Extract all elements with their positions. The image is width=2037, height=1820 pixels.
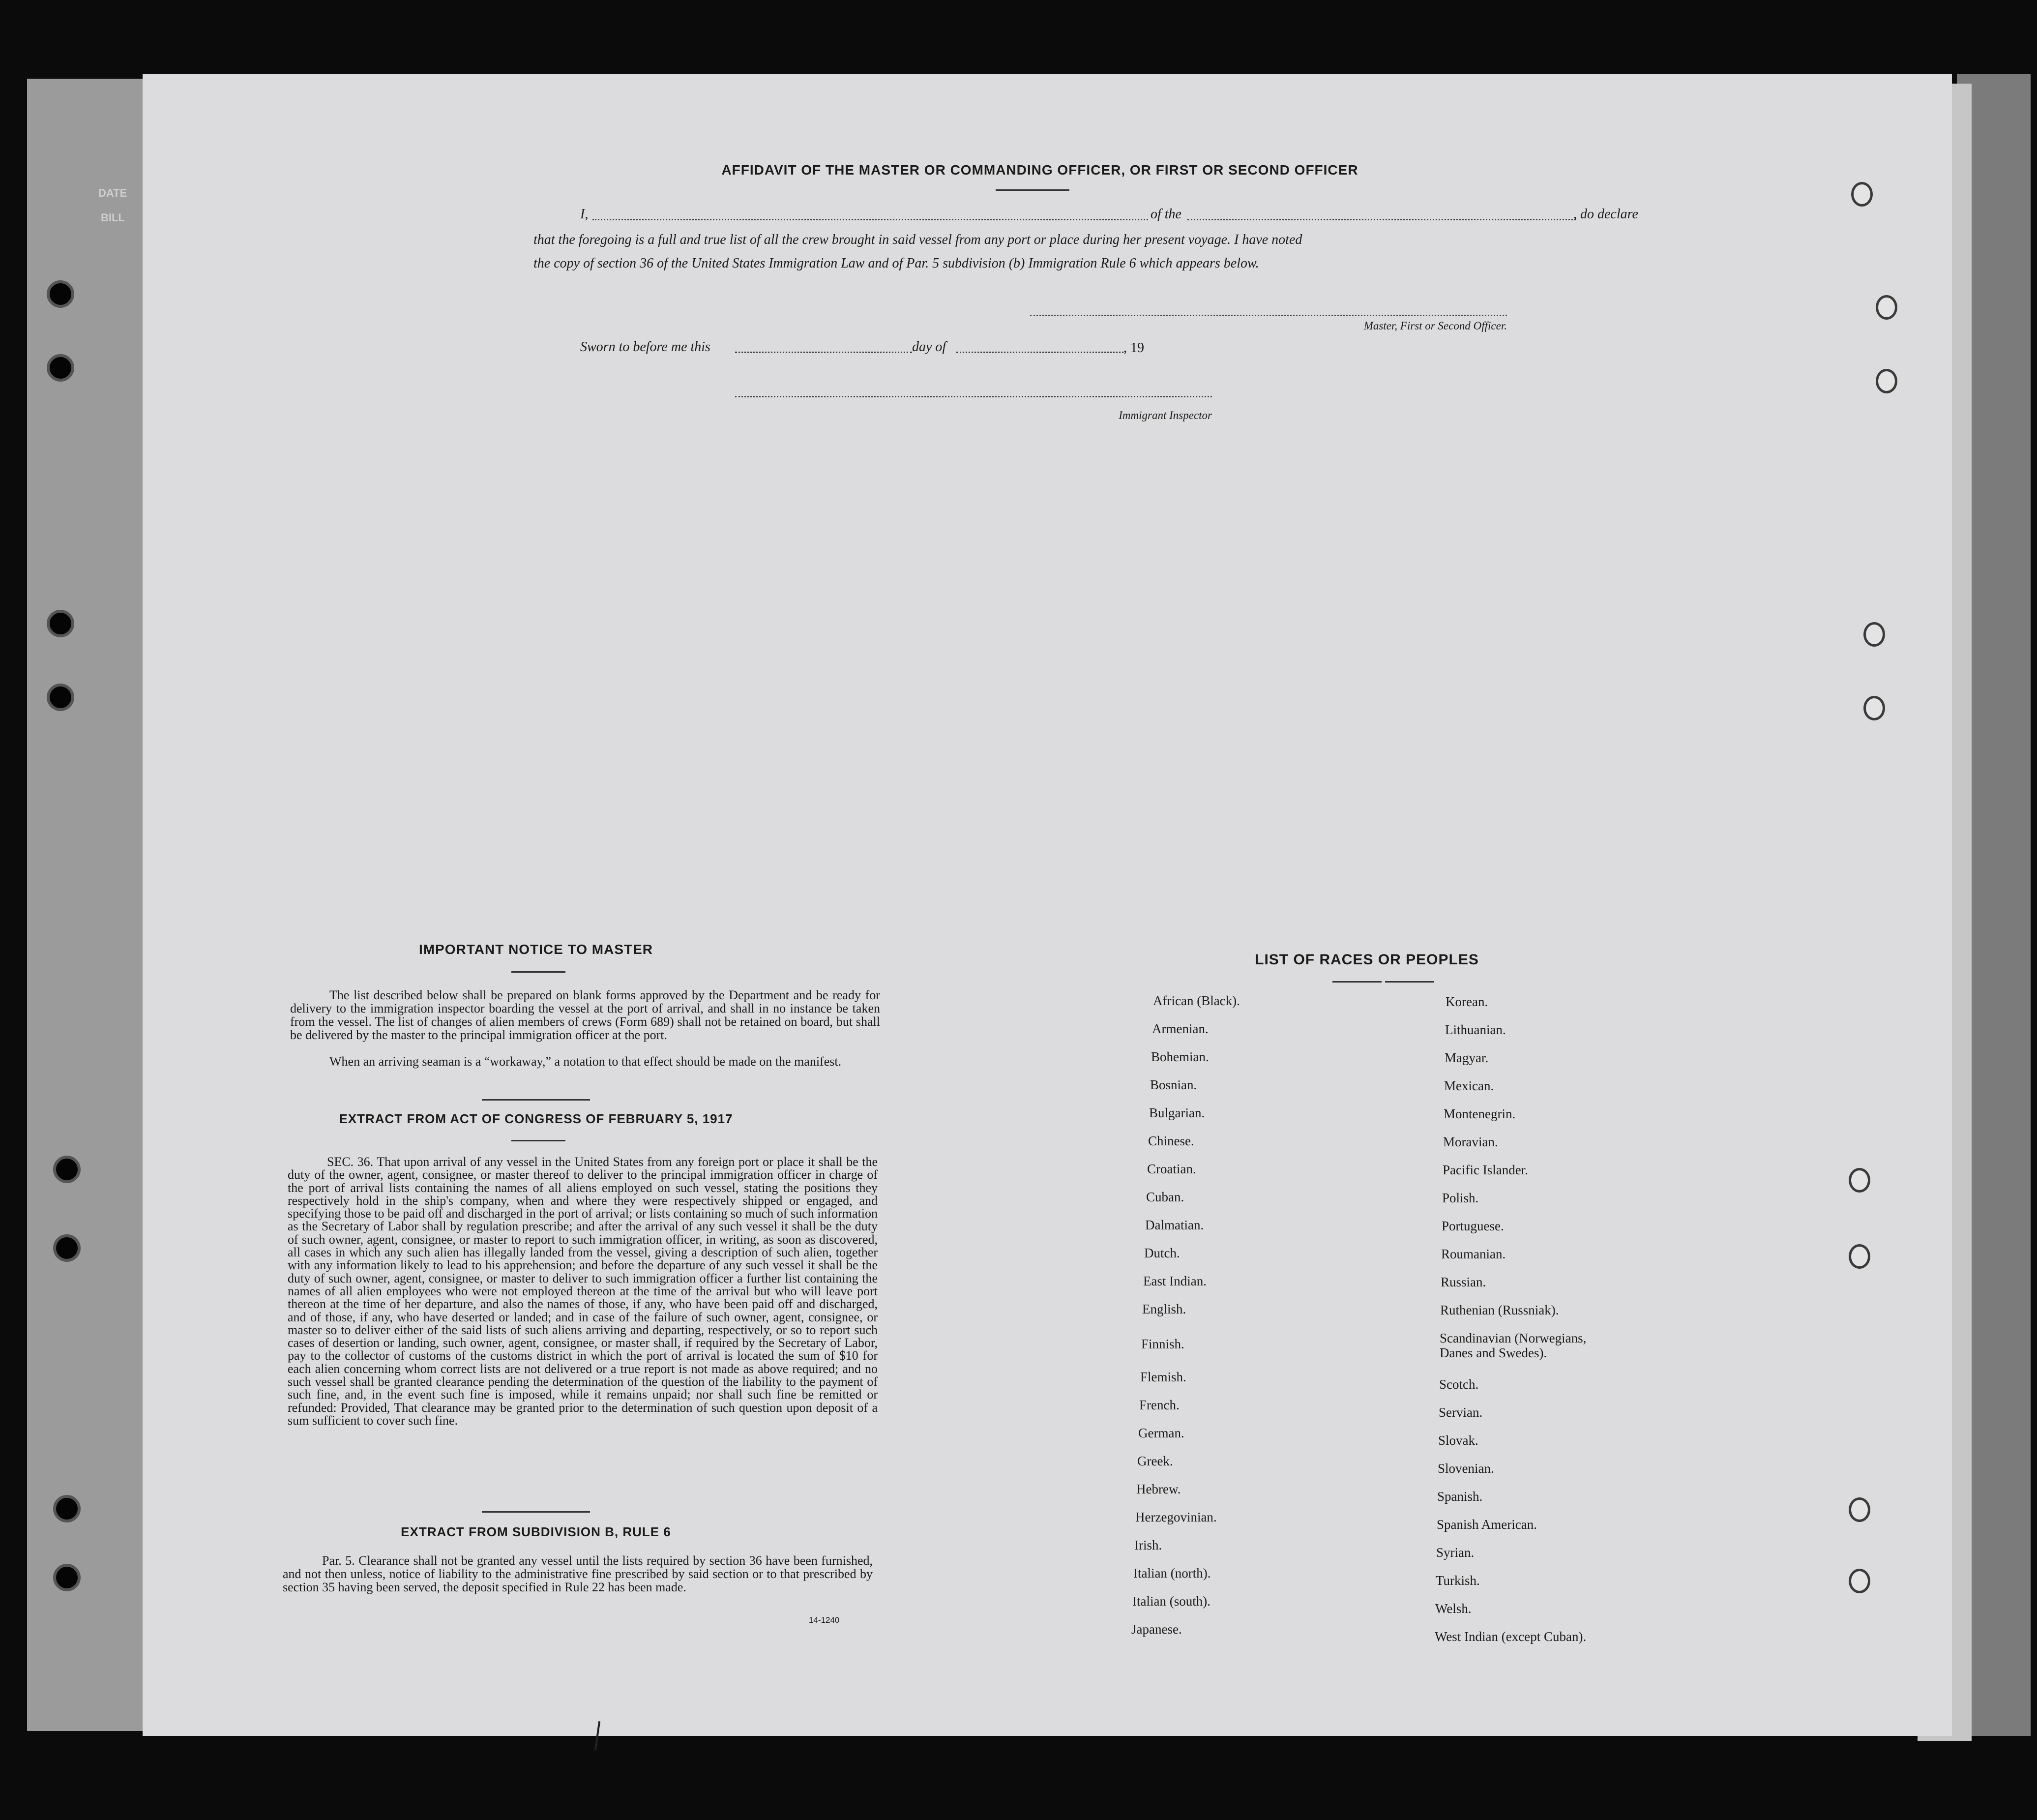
binder-ring [1863, 696, 1885, 720]
pencil-mark [594, 1721, 600, 1751]
race-item: Flemish. [1140, 1370, 1186, 1384]
margin-label-date: DATE [98, 187, 127, 199]
margin-label-bill: BILL [101, 211, 125, 224]
sworn-month-line[interactable] [956, 352, 1123, 353]
race-item: Turkish. [1436, 1573, 1480, 1588]
notice-rule [511, 971, 565, 973]
inspector-signature-line[interactable] [735, 396, 1212, 397]
notice-paragraph-2: When an arriving seaman is a “workaway,” a notation to that effect should be made on the manifest. [329, 1054, 842, 1069]
master-signature-label: Master, First or Second Officer. [1363, 320, 1507, 332]
binder-ring [1849, 1497, 1870, 1522]
binder-ring [1876, 369, 1897, 393]
punch-hole [47, 354, 74, 382]
race-item: Bosnian. [1150, 1077, 1197, 1092]
extract-act-rule-top [482, 1099, 590, 1101]
race-item: Irish. [1134, 1538, 1162, 1552]
race-item: Welsh. [1435, 1601, 1472, 1616]
rule-6-text: Par. 5. Clearance shall not be granted any vessel until the lists required by section 36 have been furnished, and not then unless, notice of liability to the administrative fine prescribed by said section or to that prescribed by section 35 having been served, the deposit specified in Rule 22 has been made. [283, 1553, 873, 1594]
year-prefix: , 19 [1123, 340, 1144, 356]
binder-ring [1876, 295, 1897, 320]
race-item: Polish. [1442, 1191, 1479, 1205]
declaration-line-1: that the foregoing is a full and true list of all the crew brought in said vessel from any port or place during her present voyage. I have noted [533, 232, 1302, 247]
race-item: English. [1142, 1302, 1186, 1316]
title-rule [996, 189, 1069, 191]
binder-ring [1849, 1244, 1870, 1269]
affiant-name-line[interactable] [592, 219, 1148, 220]
master-signature-line[interactable] [1030, 315, 1507, 316]
punch-hole [53, 1495, 81, 1522]
race-item: Russian. [1441, 1275, 1486, 1289]
race-item: Scandinavian (Norwegians, Danes and Swedes). [1440, 1331, 1587, 1360]
punch-hole [53, 1234, 81, 1262]
inspector-signature-label: Immigrant Inspector [1119, 409, 1212, 421]
race-item: Italian (north). [1133, 1566, 1211, 1581]
race-item: Servian. [1439, 1405, 1483, 1420]
race-item: Pacific Islander. [1443, 1163, 1528, 1177]
race-item: Armenian. [1152, 1021, 1209, 1036]
notice-title: IMPORTANT NOTICE TO MASTER [418, 942, 653, 957]
races-rule-left [1332, 981, 1382, 983]
race-item: Magyar. [1445, 1050, 1489, 1065]
sworn-day-line[interactable] [735, 352, 912, 353]
race-item: Bulgarian. [1149, 1105, 1205, 1120]
race-item: Moravian. [1443, 1134, 1498, 1149]
punch-hole [47, 280, 74, 308]
extract-rule-rule-top [482, 1511, 590, 1513]
race-item: African (Black). [1153, 993, 1240, 1008]
race-item: Lithuanian. [1445, 1022, 1506, 1037]
affidavit-title: AFFIDAVIT OF THE MASTER OR COMMANDING OFFICER, OR FIRST OR SECOND OFFICER [721, 162, 1358, 178]
race-item: Hebrew. [1136, 1482, 1181, 1496]
races-title: LIST OF RACES OR PEOPLES [1255, 952, 1479, 968]
binder-ring [1849, 1569, 1870, 1593]
race-item: Finnish. [1141, 1337, 1184, 1351]
punch-hole [53, 1564, 81, 1591]
race-item: Syrian. [1436, 1545, 1475, 1560]
punch-hole [47, 610, 74, 637]
document-page [143, 74, 1952, 1736]
race-item: Slovenian. [1438, 1461, 1494, 1476]
punch-hole [47, 684, 74, 711]
sworn-label: Sworn to before me this [580, 339, 710, 355]
race-item: German. [1138, 1426, 1184, 1440]
binder-ring [1863, 622, 1885, 647]
race-item: Greek. [1137, 1454, 1173, 1468]
affiant-label: I, [580, 207, 589, 222]
day-of-label: day of [912, 339, 946, 355]
of-the-label: of the [1151, 207, 1181, 222]
declaration-line-2: the copy of section 36 of the United States Immigration Law and of Par. 5 subdivision (b) Immigration Rule 6 which appears below. [533, 256, 1259, 271]
race-item: Herzegovinian. [1135, 1510, 1217, 1524]
race-item: Chinese. [1148, 1134, 1194, 1148]
race-item: Korean. [1446, 994, 1488, 1009]
race-item: Italian (south). [1132, 1594, 1210, 1609]
race-item: Bohemian. [1151, 1049, 1209, 1064]
race-item: Slovak. [1438, 1433, 1478, 1448]
race-item: Scotch. [1439, 1377, 1479, 1392]
race-item: Roumanian. [1441, 1247, 1506, 1261]
extract-act-title: EXTRACT FROM ACT OF CONGRESS OF FEBRUARY 5, 1917 [339, 1111, 733, 1126]
race-item: West Indian (except Cuban). [1435, 1629, 1587, 1644]
race-item: Dalmatian. [1145, 1218, 1204, 1232]
race-item: Montenegrin. [1444, 1106, 1516, 1121]
extract-act-rule [511, 1140, 565, 1141]
races-rule-right [1385, 981, 1434, 983]
vessel-name-line[interactable] [1187, 219, 1576, 220]
binder-ring [1849, 1168, 1870, 1193]
extract-rule-title: EXTRACT FROM SUBDIVISION B, RULE 6 [401, 1524, 671, 1539]
race-item: Ruthenian (Russniak). [1440, 1303, 1559, 1317]
notice-paragraph-1: The list described below shall be prepared on blank forms approved by the Department and be ready for delivery to the immigration inspector boarding the vessel at the port of arrival, and shall in no instance be taken from the vessel. The list of changes of alien members of crews (Form 689) shall not be retained on board, but shall be delivered by the master to the principal immigration officer at the port. [290, 988, 880, 1042]
race-item: Spanish. [1437, 1489, 1483, 1504]
race-item: Portuguese. [1442, 1219, 1504, 1233]
race-item: Spanish American. [1437, 1517, 1537, 1532]
race-item: Mexican. [1444, 1078, 1494, 1093]
race-item: French. [1139, 1398, 1180, 1412]
form-number: 14-1240 [809, 1615, 840, 1625]
binder-ring [1851, 182, 1873, 207]
section-36-text: SEC. 36. That upon arrival of any vessel in the United States from any foreign port or place it shall be the duty of the owner, agent, consignee, or master thereof to deliver to the principal immigration officer in charge of the port of arrival lists containing the names of all aliens employed on such vessel, stating the positions they respectively hold in the ship's company, when and where they were respectively shipped or engaged, and specifying those to be paid off and discharged in the port of arrival; or lists containing so much of such information as the Secretary of Labor shall by regulation prescribe; and after the arrival of any such vessel it shall be the duty of such owner, agent, consignee, or master to report to such immigration officer, in writing, as soon as discovered, all cases in which any such alien has illegally landed from the vessel, giving a description of such alien, together with any information likely to lead to his apprehension; and before the departure of any such vessel it shall be the duty of such owner, agent, consignee, or master to deliver to such immigration officer a further list containing the names of all alien employees who were not employed thereon at the time of the arrival but who will leave port thereon at the time of her departure, and also the names of those, if any, who have been paid off and discharged, and of those, if any, who have deserted or landed; and in case of the failure of such owner, agent, consignee, or master so to deliver either of the said lists of such aliens arriving and departing, respectively, or so to report such cases of desertion or landing, such owner, agent, consignee, or master shall, if required by the Secretary of Labor, pay to the collector of customs of the customs district in which the port of arrival is located the sum of $10 for each alien concerning whom correct lists are not delivered or a true report is not made as above required; and no such vessel shall be granted clearance pending the determination of the question of the liability to the payment of such fine, and, in the event such fine is imposed, while it remains unpaid; nor shall such fine be remitted or refunded: Provided, That clearance may be granted prior to the determination of such question upon deposit of a sum sufficient to cover such fine. [288, 1155, 878, 1428]
race-item: Japanese. [1131, 1622, 1182, 1637]
race-item: East Indian. [1143, 1274, 1207, 1288]
do-declare-label: , do declare [1573, 207, 1638, 222]
race-item: Dutch. [1144, 1246, 1180, 1260]
punch-hole [53, 1156, 81, 1183]
race-item: Cuban. [1146, 1190, 1184, 1204]
race-item: Croatian. [1147, 1162, 1196, 1176]
